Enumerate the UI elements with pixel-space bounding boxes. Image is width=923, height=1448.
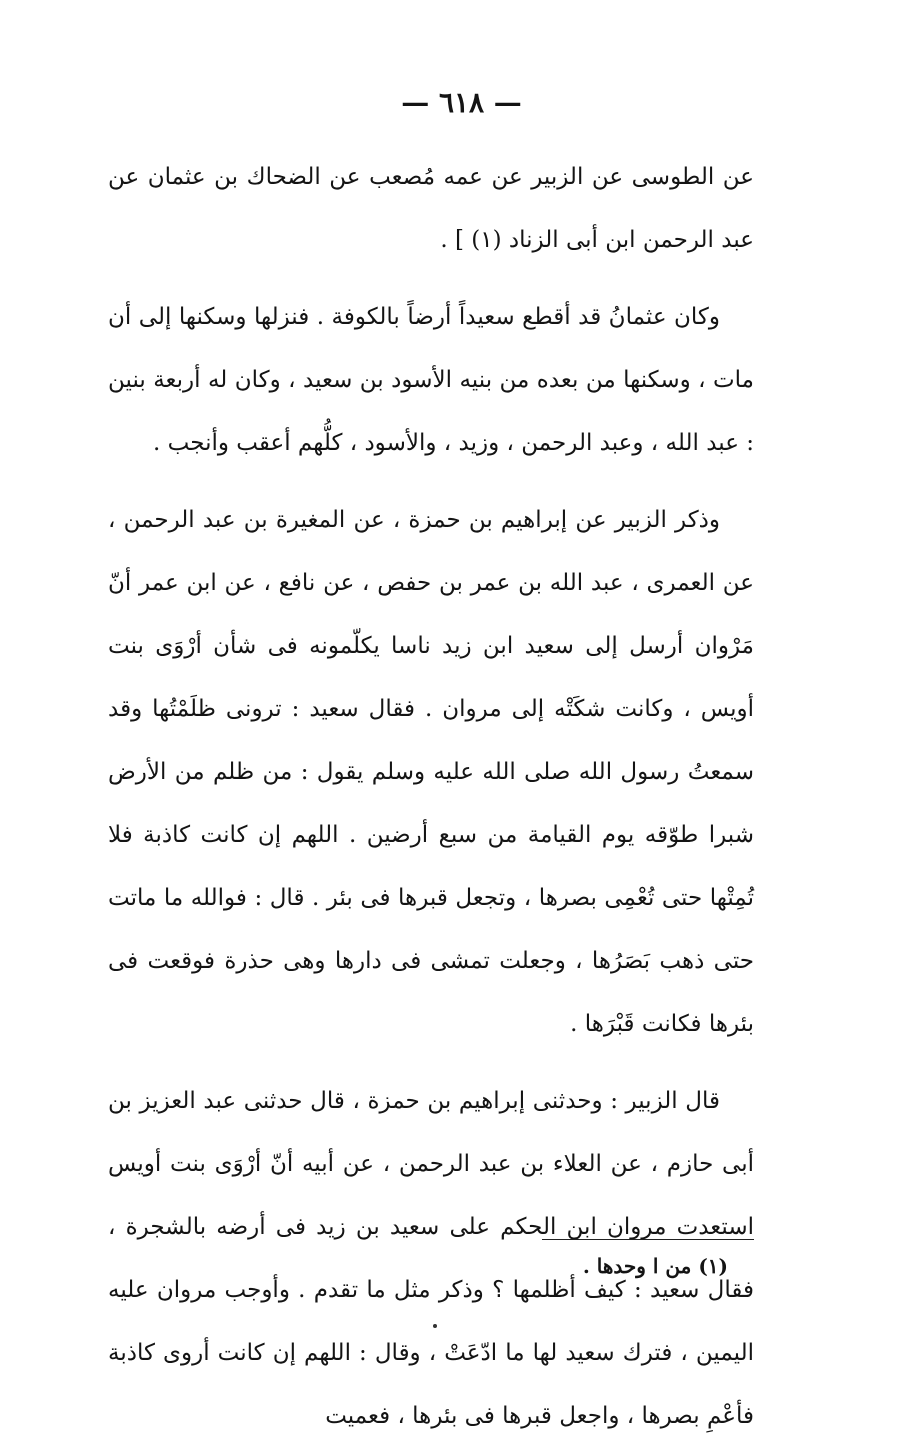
body-text [108,146,754,1448]
paragraph: وذكر الزبير عن إبراهيم بن حمزة ، عن المغيرة بن عبد الرحمن ، عن العمرى ، عبد الله بن عمر بن حفص ، عن نافع ، عن ابن عمر أنّ مَرْوان أرسل إلى سعيد ابن زيد ناسا يكلّمونه فى شأن أرْوَى بنت أويس ، وكانت شكَتْه إلى مروان . فقال سعيد : ترونى ظلَمْتُها وقد سمعتُ رسول الله صلى الله عليه وسلم يقول : من ظلم من الأرض شبرا طوّقه يوم القيامة من سبع أرضين . اللهم إن كانت كاذبة فلا تُمِتْها حتى تُعْمِى بصرها ، وتجعل قبرها فى بئر . قال : فوالله ما ماتت حتى ذهب بَصَرُها ، وجعلت تمشى فى دارها وهى حذرة فوقعت فى بئرها فكانت قَبْرَها . [108,507,754,1037]
footnote: (١) من ا وحدها . [582,1254,728,1278]
stray-ink-mark [433,1324,437,1328]
paragraph: قال الزبير : وحدثنى إبراهيم بن حمزة ، قال حدثنى عبد العزيز بن أبى حازم ، عن العلاء بن عبد الرحمن ، عن أبيه أنّ أرْوَى بنت أويس استعدت مروان ابن الحكم على سعيد بن زيد فى أرضه بالشجرة ، فقال سعيد : كيف أظلمها ؟ وذكر مثل ما تقدم . وأوجب مروان عليه اليمين ، فترك سعيد لها ما ادّعَتْ ، وقال : اللهم إن كانت أروى كاذبة فأعْمِ بصرها ، واجعل قبرها فى بئرها ، فعميت [108,1088,754,1429]
footnote-divider [542,1239,754,1240]
footnotes [108,1254,728,1278]
paragraph: وكان عثمانُ قد أقطع سعيداً أرضاً بالكوفة . فنزلها وسكنها إلى أن مات ، وسكنها من بعده من بنيه الأسود بن سعيد ، وكان له أربعة بنين : عبد الله ، وعبد الرحمن ، وزيد ، والأسود ، كلُّهم أعقب وأنجب . [108,304,754,456]
paragraph: عن الطوسى عن الزبير عن عمه مُصعب عن الضحاك بن عثمان عن عبد الرحمن ابن أبى الزناد (١) ] . [108,164,754,253]
page-number: — ٦١٨ — [401,86,522,119]
